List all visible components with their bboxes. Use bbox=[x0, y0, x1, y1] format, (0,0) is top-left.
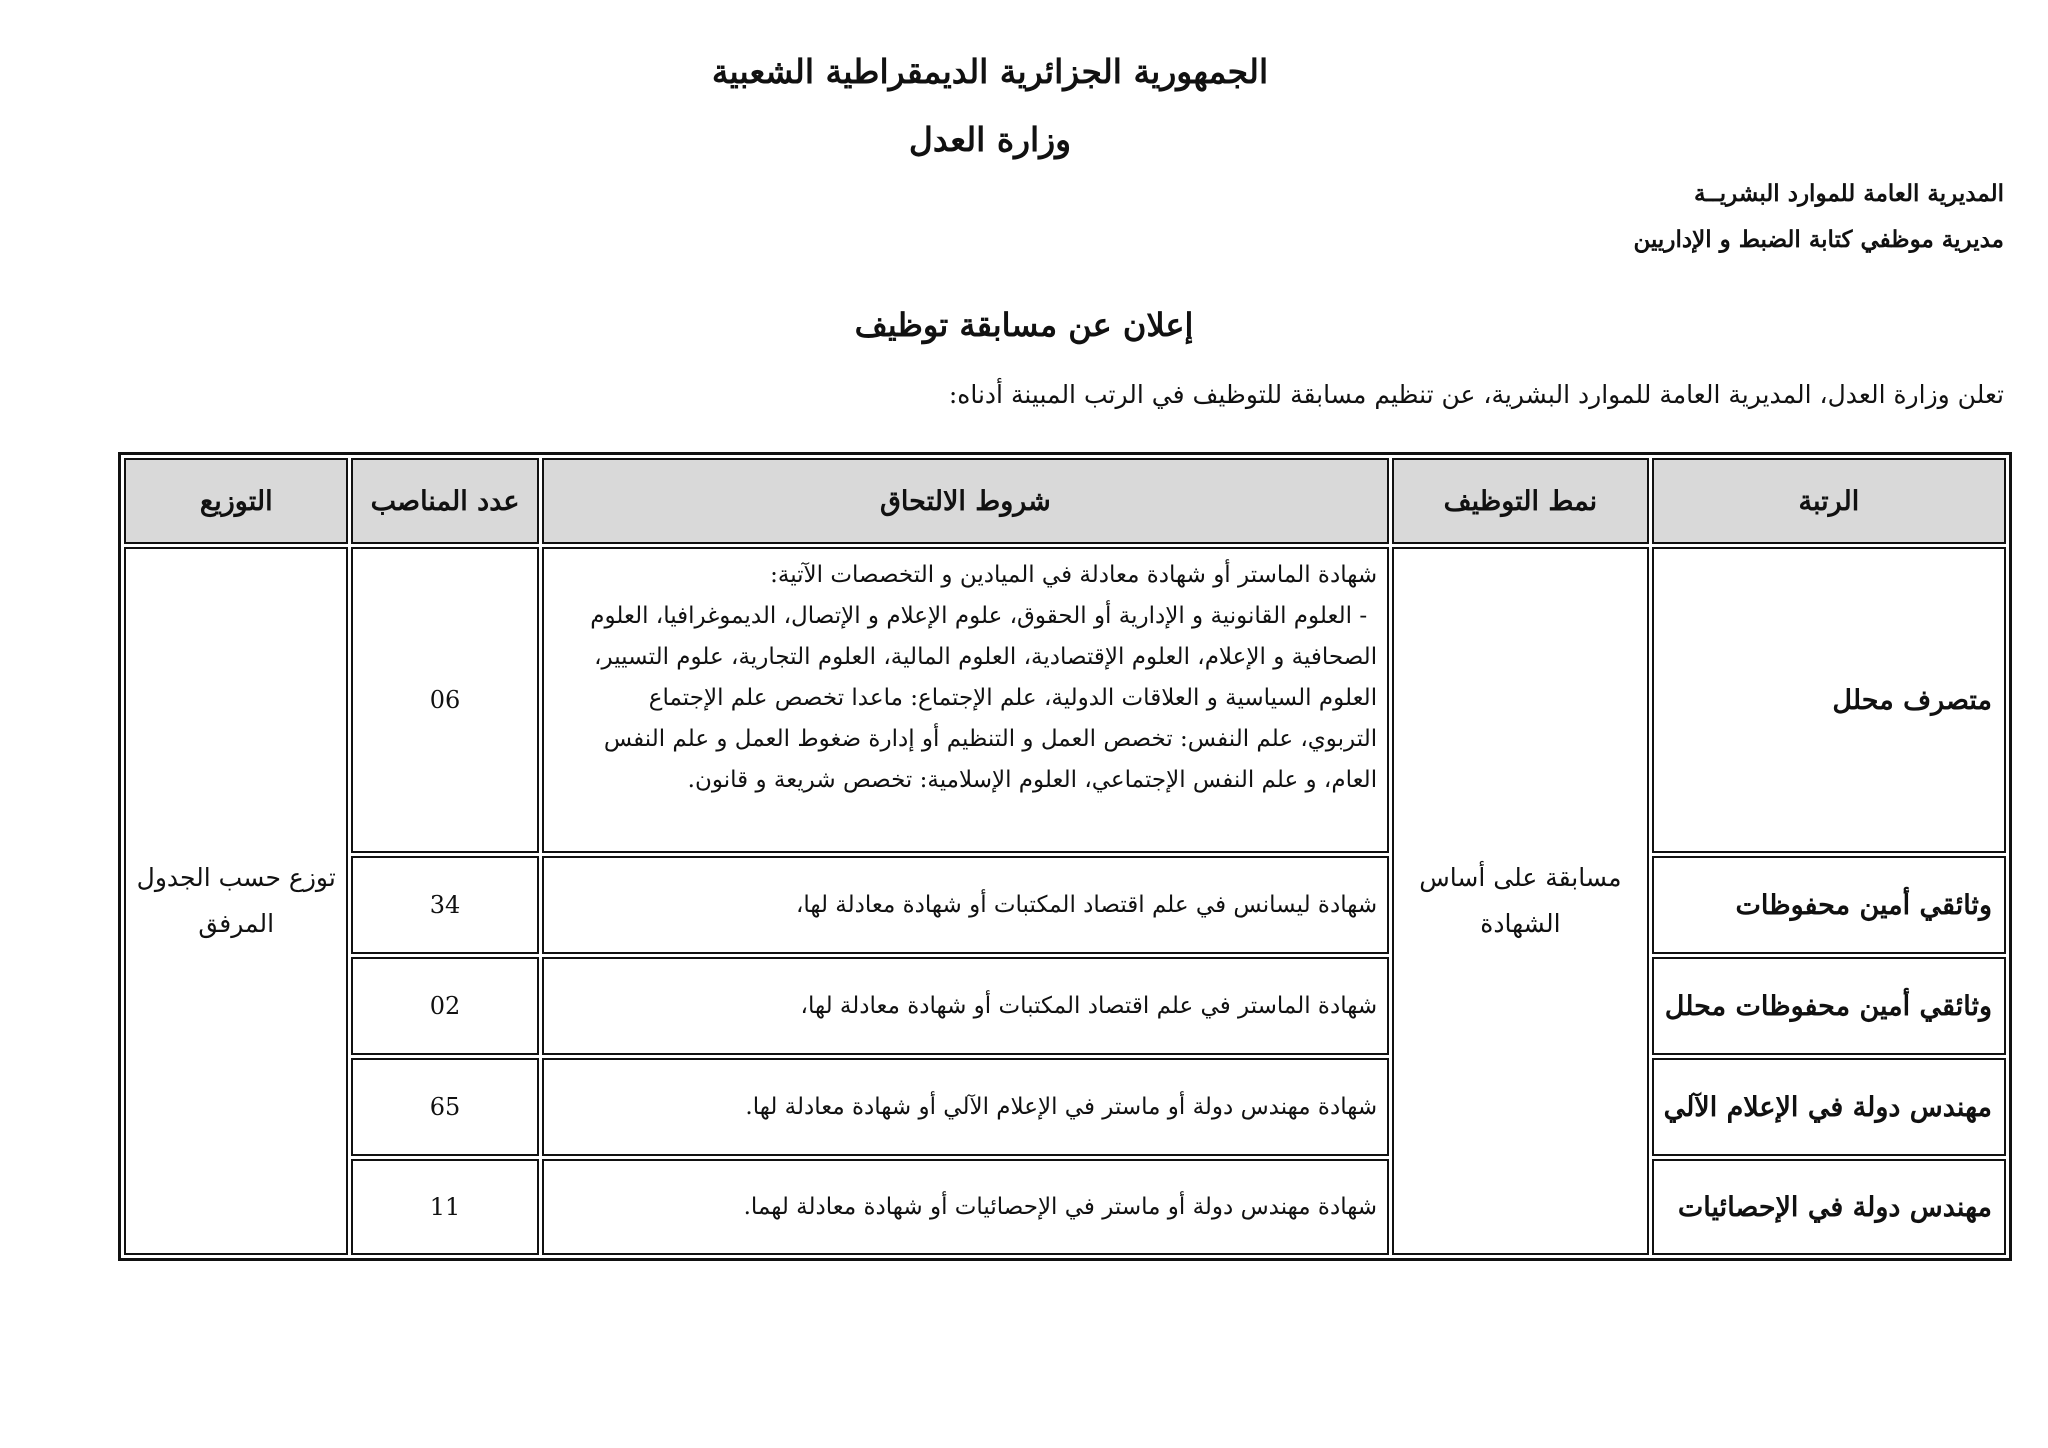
table-row bbox=[124, 1159, 2006, 1255]
posts-cell: 11 bbox=[351, 1159, 538, 1255]
posts-cell: 06 bbox=[351, 547, 538, 853]
announcement-intro: تعلن وزارة العدل، المديرية العامة للموارد البشرية، عن تنظيم مسابقة للتوظيف في الرتب المبينة أدناه: bbox=[948, 380, 2004, 409]
rank-cell: متصرف محلل bbox=[1652, 547, 2006, 853]
rank-cell: وثائقي أمين محفوظات محلل bbox=[1652, 957, 2006, 1055]
conditions-cell: شهادة ليسانس في علم اقتصاد المكتبات أو شهادة معادلة لها، bbox=[542, 856, 1389, 954]
rank-cell: وثائقي أمين محفوظات bbox=[1652, 856, 2006, 954]
table-row bbox=[124, 957, 2006, 1055]
conditions-line: الصحافية و الإعلام، العلوم الإقتصادية، العلوم المالية، العلوم التجارية، علوم التسيير، bbox=[594, 644, 1378, 670]
conditions-line: العلوم السياسية و العلاقات الدولية، علم الإجتماع: ماعدا تخصص علم الإجتماع bbox=[648, 685, 1378, 711]
conditions-cell: شهادة مهندس دولة أو ماستر في الإحصائيات أو شهادة معادلة لهما. bbox=[542, 1159, 1389, 1255]
department-sub: مديرية موظفي كتابة الضبط و الإداريين bbox=[1633, 226, 2004, 253]
rank-cell: مهندس دولة في الإعلام الآلي bbox=[1652, 1058, 2006, 1156]
distribution-cell: توزع حسب الجدول المرفق bbox=[124, 547, 348, 1255]
department-general: المديرية العامة للموارد البشريــة bbox=[1693, 180, 2004, 207]
header-conditions: شروط الالتحاق bbox=[542, 458, 1389, 544]
table-header-row bbox=[124, 458, 2006, 544]
table-row bbox=[124, 547, 2006, 853]
header-mode: نمط التوظيف bbox=[1392, 458, 1649, 544]
conditions-cell bbox=[542, 547, 1389, 853]
conditions-line: العام، و علم النفس الإجتماعي، العلوم الإسلامية: تخصص شريعة و قانون. bbox=[687, 767, 1378, 793]
recruitment-table bbox=[118, 452, 2012, 1261]
republic-title: الجمهورية الجزائرية الديمقراطية الشعبية bbox=[711, 52, 1269, 91]
announcement-title: إعلان عن مسابقة توظيف bbox=[854, 306, 1194, 344]
rank-cell: مهندس دولة في الإحصائيات bbox=[1652, 1159, 2006, 1255]
conditions-cell: شهادة الماستر في علم اقتصاد المكتبات أو شهادة معادلة لها، bbox=[542, 957, 1389, 1055]
conditions-line: التربوي، علم النفس: تخصص العمل و التنظيم أو إدارة ضغوط العمل و علم النفس bbox=[603, 726, 1378, 752]
conditions-line: - العلوم القانونية و الإدارية أو الحقوق، علوم الإعلام و الإتصال، الديموغرافيا، العلوم bbox=[590, 603, 1368, 629]
conditions-line: شهادة الماستر أو شهادة معادلة في الميادين و التخصصات الآتية: bbox=[770, 562, 1378, 588]
posts-cell: 65 bbox=[351, 1058, 538, 1156]
table-row bbox=[124, 856, 2006, 954]
posts-cell: 34 bbox=[351, 856, 538, 954]
ministry-title: وزارة العدل bbox=[908, 120, 1072, 159]
recruitment-mode-cell: مسابقة على أساس الشهادة bbox=[1392, 547, 1649, 1255]
header-rank: الرتبة bbox=[1652, 458, 2006, 544]
header-distribution: التوزيع bbox=[124, 458, 348, 544]
posts-cell: 02 bbox=[351, 957, 538, 1055]
table-row bbox=[124, 1058, 2006, 1156]
header-posts: عدد المناصب bbox=[351, 458, 538, 544]
conditions-cell: شهادة مهندس دولة أو ماستر في الإعلام الآلي أو شهادة معادلة لها. bbox=[542, 1058, 1389, 1156]
